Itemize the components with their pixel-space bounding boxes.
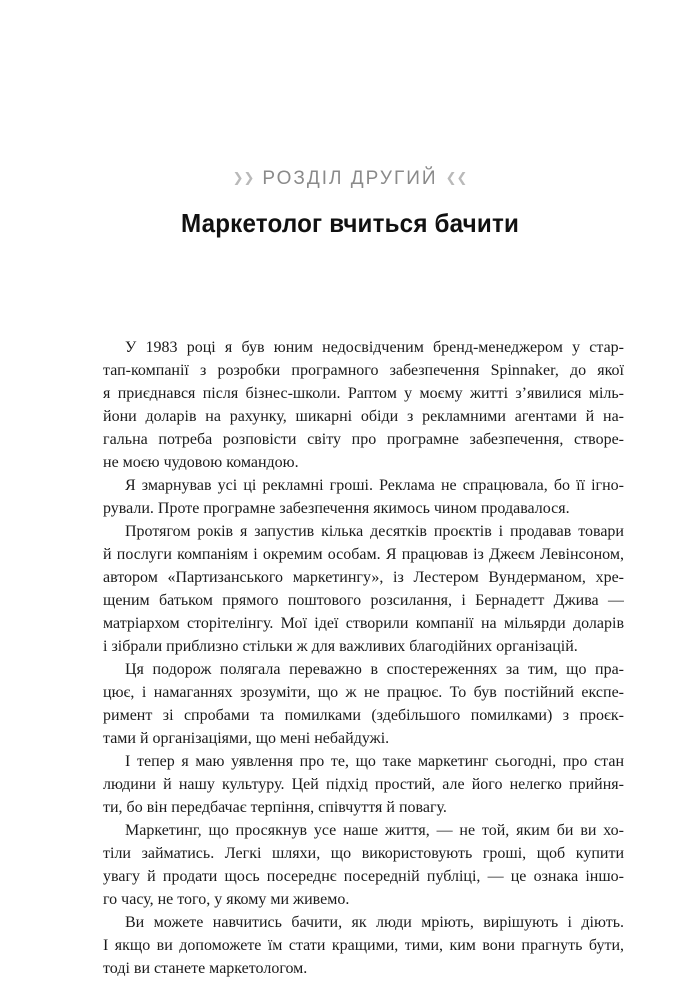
ornament-left-icon: ❯❯ [232, 170, 255, 185]
chapter-label-text: РОЗДІЛ ДРУГИЙ [262, 168, 438, 189]
text-line: рували. Проте програмне забезпечення якимось чином продавалося. [103, 500, 570, 517]
text-line: не моєю чудовою командою. [103, 454, 299, 471]
text-line: матріархом сторітелінгу. Мої ідеї створили компанії на мільярди доларів [103, 615, 624, 632]
text-line: тоді ви станете маркетологом. [103, 960, 308, 977]
text-line: увагу й продати щось посереднє посередній публіці, — це ознака іншо- [103, 868, 624, 885]
text-line: цює, і намаганнях зрозуміти, що ж не працює. То був постійний експе- [103, 684, 624, 701]
text-line: ти, бо він передбачає терпіння, співчуття й повагу. [103, 799, 447, 816]
text-line: Маркетинг, що просякнув усе наше життя, — не той, яким би ви хо- [125, 822, 624, 839]
text-line: Ця подорож полягала переважно в спостереженнях за тим, що пра- [125, 661, 624, 678]
text-line: тап-компанії з розробки програмного забезпечення Spinnaker, до якої [103, 362, 624, 379]
text-line: тами й організаціями, що мені небайдужі. [103, 730, 390, 747]
chapter-title: Маркетолог вчиться бачити [180, 208, 520, 238]
text-line: тіли займатись. Легкі шляхи, що використовують гроші, щоб купити [103, 845, 624, 862]
text-line: гальна потреба розповісти світу про програмне забезпечення, створе- [103, 431, 624, 448]
ornament-right-icon: ❮❮ [445, 170, 468, 185]
text-line: і зібрали приблизно стільки ж для важливих благодійних організацій. [103, 638, 578, 655]
text-line: й послуги компаніям і окремим особам. Я працював із Джеєм Левінсоном, [103, 546, 624, 563]
text-line: І якщо ви допоможете їм стати кращими, тими, ким вони прагнуть бути, [103, 937, 624, 954]
text-line: Я змарнував усі ці рекламні гроші. Реклама не спрацювала, бо її ігно- [125, 477, 624, 494]
text-line: го часу, не того, у якому ми живемо. [103, 891, 350, 908]
text-line: я приєднався після бізнес-школи. Раптом у моєму житті з’явилися міль- [103, 385, 624, 402]
text-line: щеним батьком прямого поштового розсилання, і Бернадетт Джива — [103, 592, 624, 609]
chapter-label [0, 166, 700, 191]
text-line: І тепер я маю уявлення про те, що таке маркетинг сьогодні, про стан [125, 753, 624, 770]
text-line: йони доларів на рахунку, шикарні обіди з рекламними агентами й на- [103, 408, 624, 425]
text-line: автором «Партизанського маркетингу», із Лестером Вундерманом, хре- [103, 569, 624, 586]
text-line: Ви можете навчитись бачити, як люди мріють, вирішують і діють. [125, 914, 624, 931]
text-line: римент зі спробами та помилками (здебільшого помилками) з проєк- [103, 707, 624, 724]
body-text [103, 336, 624, 980]
text-line: У 1983 році я був юним недосвідченим бренд-менеджером у стар- [125, 339, 624, 356]
text-line: людини й нашу культуру. Цей підхід простий, але його нелегко прийня- [103, 776, 624, 793]
text-line: Протягом років я запустив кілька десятків проєктів і продавав товари [125, 523, 624, 540]
